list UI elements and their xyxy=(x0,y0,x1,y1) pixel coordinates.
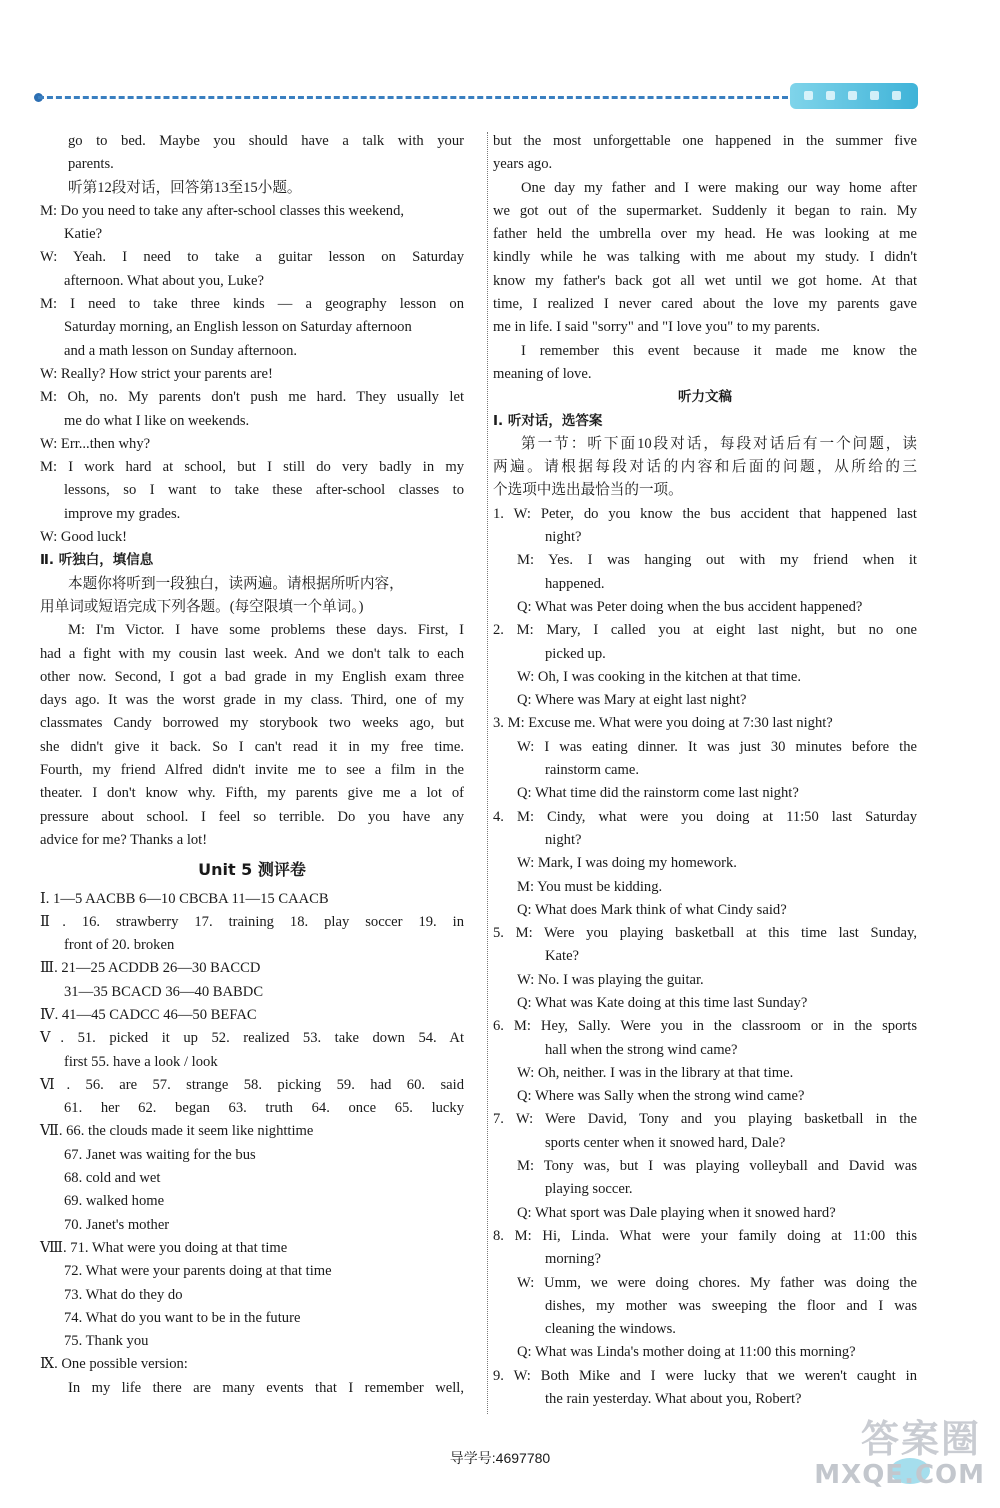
header-dashed-rule xyxy=(38,96,788,99)
left-text-line: W: Yeah. I need to take a guitar lesson on Saturday xyxy=(40,249,464,266)
left-text-line: lessons, so I want to take these after-school classes to xyxy=(64,482,464,499)
page-footer-id: 导学号:4697780 xyxy=(449,1450,551,1466)
left-text-line: 69. walked home xyxy=(64,1193,165,1210)
left-text-line: 68. cold and wet xyxy=(64,1170,161,1187)
left-text-line: other now. Second, I got a bad grade in my English exam three xyxy=(40,668,464,685)
left-text-line: Saturday morning, an English lesson on Saturday afternoon xyxy=(64,319,412,336)
left-text-line: Ⅰ. 1—5 AACBB 6—10 CBCBA 11—15 CAACB xyxy=(40,890,329,907)
right-text-line: W: Oh, I was cooking in the kitchen at that time. xyxy=(517,668,801,685)
left-text-line: Ⅱ. 16. strawberry 17. training 18. play soccer 19. in xyxy=(40,913,464,930)
right-text-line: 8. M: Hi, Linda. What were your family doing at 11:00 this xyxy=(493,1227,917,1244)
right-text-line: 3. M: Excuse me. What were you doing at 7:30 last night? xyxy=(493,715,833,732)
left-text-line: Ⅱ. 听独白，填信息 xyxy=(40,552,154,569)
left-text-line: 73. What do they do xyxy=(64,1286,183,1303)
right-text-line: Q: What does Mark think of what Cindy said? xyxy=(517,901,787,918)
left-text-line: Ⅴ. 51. picked it up 52. realized 53. take down 54. At xyxy=(40,1030,464,1047)
right-text-line: 6. M: Hey, Sally. Were you in the classroom or in the sports xyxy=(493,1018,917,1035)
left-text-line: 用单词或短语完成下列各题。(每空限填一个单词。) xyxy=(40,598,364,615)
right-text-line: Q: Where was Mary at eight last night? xyxy=(517,692,747,709)
right-text-line: M: Yes. I was hanging out with my friend when it xyxy=(517,552,917,569)
left-text-line: M: Oh, no. My parents don't push me hard. They usually let xyxy=(40,389,464,406)
right-text-line: 9. W: Both Mike and I were lucky that we weren't caught in xyxy=(493,1367,917,1384)
right-text-line: father held the umbrella over my head. He was looking at me xyxy=(493,226,917,243)
right-text-line: Q: Where was Sally when the strong wind came? xyxy=(517,1088,805,1105)
right-text-line: W: I was eating dinner. It was just 30 minutes before the xyxy=(517,738,917,755)
right-text-line: cleaning the windows. xyxy=(545,1321,676,1338)
right-text-line: W: No. I was playing the guitar. xyxy=(517,971,704,988)
left-text-line: W: Good luck! xyxy=(40,529,127,546)
right-text-line: 听力文稿 xyxy=(678,389,732,406)
right-text-line: Q: What time did the rainstorm come last night? xyxy=(517,785,799,802)
left-text-line: M: I need to take three kinds — a geography lesson on xyxy=(40,296,464,313)
right-text-line: 2. M: Mary, I called you at eight last night, but no one xyxy=(493,622,917,639)
left-text-line: 本题你将听到一段独白，读两遍。请根据所听内容， xyxy=(68,575,404,592)
left-text-line: 听第12段对话，回答第13至15小题。 xyxy=(68,179,302,196)
right-text-line: 5. M: Were you playing basketball at this time last Sunday, xyxy=(493,925,917,942)
right-text-line: 7. W: Were David, Tony and you playing basketball in the xyxy=(493,1111,917,1128)
left-text-line: M: I work hard at school, but I still do very badly in my xyxy=(40,459,464,476)
right-text-line: picked up. xyxy=(545,645,606,662)
watermark-top: 答案圈 xyxy=(860,1417,981,1461)
right-text-line: Q: What was Linda's mother doing at 11:00 this morning? xyxy=(517,1344,856,1361)
right-text-line: but the most unforgettable one happened in the summer five xyxy=(493,133,917,149)
left-text-line: Ⅶ. 66. the clouds made it seem like nighttime xyxy=(40,1123,314,1140)
right-text-line: the rain yesterday. What about you, Robert? xyxy=(545,1391,802,1408)
right-text-line: hall when the strong wind came? xyxy=(545,1041,738,1058)
left-text-line: W: Really? How strict your parents are! xyxy=(40,365,273,382)
right-text-line: sports center when it snowed hard, Dale? xyxy=(545,1134,786,1151)
right-text-line: I remember this event because it made me know the xyxy=(521,342,917,359)
right-text-line: know my father's back got all wet until we got home. At that xyxy=(493,272,917,289)
right-text-line: playing soccer. xyxy=(545,1181,633,1198)
right-text-line: dishes, my mother was sweeping the floor and I was xyxy=(545,1297,917,1314)
left-text-line: Ⅵ. 56. are 57. strange 58. picking 59. had 60. said xyxy=(40,1076,464,1093)
right-text-line: Q: What sport was Dale playing when it snowed hard? xyxy=(517,1204,836,1221)
left-text-line: Unit 5 测评卷 xyxy=(198,860,306,880)
right-text-line: time, I realized I never cared about the love my parents gave xyxy=(493,296,917,313)
left-text-line: 31—35 BCACD 36—40 BABDC xyxy=(64,983,264,1000)
right-text-line: morning? xyxy=(545,1251,601,1268)
column-divider xyxy=(487,132,488,1414)
watermark-bottom: MXQE.COM xyxy=(814,1460,985,1490)
left-text-line: 61. her 62. began 63. truth 64. once 65. lucky xyxy=(64,1100,464,1117)
left-text-line: M: I'm Victor. I have some problems these days. First, I xyxy=(68,622,464,639)
left-text-line: advice for me? Thanks a lot! xyxy=(40,831,208,848)
left-text-line: days ago. It was the worst grade in my class. Third, one of my xyxy=(40,692,464,709)
left-text-line: Fourth, my friend Alfred didn't invite me to see a film in the xyxy=(40,762,464,779)
right-text-line: M: You must be kidding. xyxy=(517,878,663,895)
right-text-line: Q: What was Peter doing when the bus accident happened? xyxy=(517,598,863,615)
right-text-line: night? xyxy=(545,831,582,848)
left-text-line: classmates Candy borrowed my storybook two weeks ago, but xyxy=(40,715,464,732)
right-text-line: 第一节：听下面10段对话，每段对话后有一个问题，读 xyxy=(521,435,917,452)
right-text-line: night? xyxy=(545,529,582,546)
left-text-line: Ⅸ. One possible version: xyxy=(40,1356,188,1373)
right-text-line: 4. M: Cindy, what were you doing at 11:50 last Saturday xyxy=(493,808,917,825)
left-text-line: 67. Janet was waiting for the bus xyxy=(64,1146,256,1163)
left-text-line: front of 20. broken xyxy=(64,937,175,954)
right-text-line: rainstorm came. xyxy=(545,762,640,779)
right-text-line: W: Umm, we were doing chores. My father was doing the xyxy=(517,1274,917,1291)
right-text-line: kindly while he was talking with me about my study. I didn't xyxy=(493,249,917,266)
left-text-line: and a math lesson on Sunday afternoon. xyxy=(64,342,298,359)
left-text-line: Ⅲ. 21—25 ACDDB 26—30 BACCD xyxy=(40,960,261,977)
left-text-line: W: Err...then why? xyxy=(40,435,151,452)
left-text-line: had a fight with my cousin last week. And we don't talk to each xyxy=(40,645,464,662)
right-text-line: 1. W: Peter, do you know the bus accident that happened last xyxy=(493,505,917,522)
right-text-line: 两遍。请根据每段对话的内容和后面的问题，从所给的三 xyxy=(493,459,917,476)
right-text-line: W: Mark, I was doing my homework. xyxy=(517,855,737,872)
left-text-line: Ⅳ. 41—45 CADCC 46—50 BEFAC xyxy=(40,1006,257,1023)
right-text-line: meaning of love. xyxy=(493,365,592,382)
right-text-line: Kate? xyxy=(545,948,580,965)
right-text-line: me in life. I said "sorry" and "I love you" to my parents. xyxy=(493,319,820,336)
right-text-line: 个选项中选出最恰当的一项。 xyxy=(493,482,683,499)
right-text-line: we got out of the supermarket. Suddenly it began to rain. My xyxy=(493,202,917,219)
watermark xyxy=(814,1408,995,1498)
left-text-line: she didn't give it back. So I can't read it in my free time. xyxy=(40,738,464,755)
left-text-line: 74. What do you want to be in the future xyxy=(64,1309,301,1326)
left-text-line: pressure about school. I feel so terrible. Do you have any xyxy=(40,808,464,825)
left-text-line: M: Do you need to take any after-school classes this weekend, xyxy=(40,202,405,219)
left-text-line: parents. xyxy=(68,156,114,173)
left-text-line: 70. Janet's mother xyxy=(64,1216,170,1233)
left-text-line: Katie? xyxy=(64,226,103,243)
left-text-line: improve my grades. xyxy=(64,505,181,522)
left-column xyxy=(40,130,464,1400)
left-text-line: theater. I don't know why. Fifth, my parents give me a lot of xyxy=(40,785,464,802)
left-text-line: 75. Thank you xyxy=(64,1333,149,1350)
right-text-line: happened. xyxy=(545,575,605,592)
left-text-line: Ⅷ. 71. What were you doing at that time xyxy=(40,1239,288,1256)
right-text-line: Q: What was Kate doing at this time last Sunday? xyxy=(517,994,808,1011)
right-text-line: M: Tony was, but I was playing volleyball and David was xyxy=(517,1158,917,1175)
left-text-line: In my life there are many events that I remember well, xyxy=(68,1379,464,1396)
right-text-line: W: Oh, neither. I was in the library at that time. xyxy=(517,1064,794,1081)
left-text-line: afternoon. What about you, Luke? xyxy=(64,272,264,289)
right-text-line: Ⅰ. 听对话，选答案 xyxy=(493,412,603,429)
header-badge xyxy=(790,83,918,109)
left-text-line: go to bed. Maybe you should have a talk with your xyxy=(68,133,464,149)
right-text-line: One day my father and I were making our way home after xyxy=(521,179,917,196)
left-text-line: first 55. have a look / look xyxy=(64,1053,218,1070)
right-column xyxy=(493,130,917,1411)
left-text-line: 72. What were your parents doing at that time xyxy=(64,1263,332,1280)
left-text-line: me do what I like on weekends. xyxy=(64,412,250,429)
right-text-line: years ago. xyxy=(493,156,553,173)
